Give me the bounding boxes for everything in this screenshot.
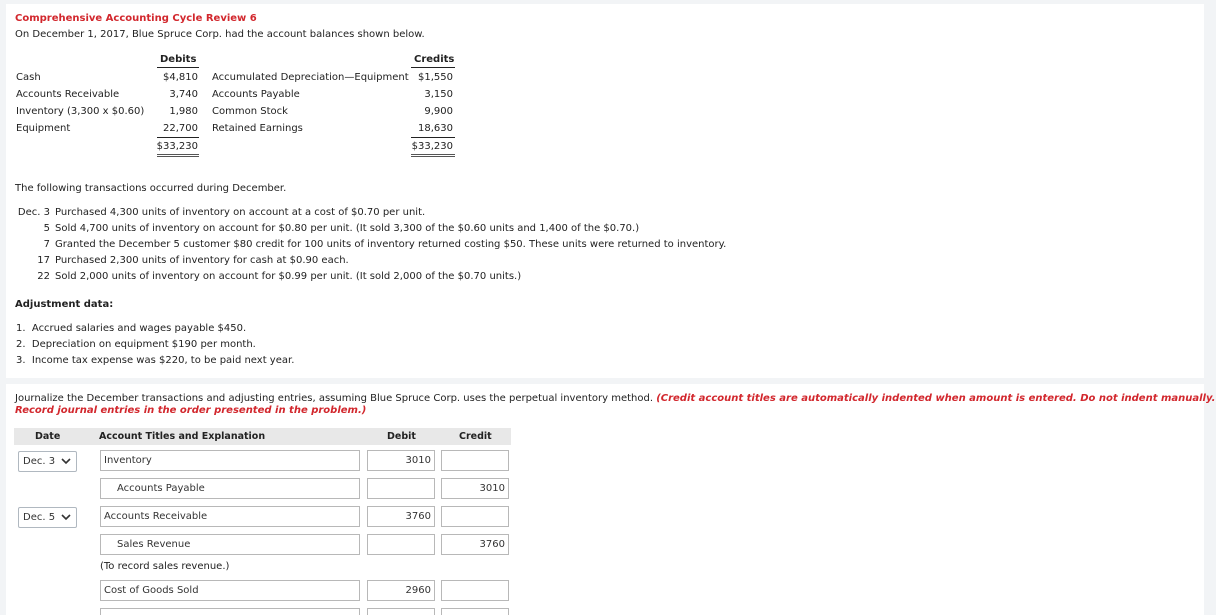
transactions-intro: The following transactions occurred during December. — [15, 183, 287, 194]
chevron-down-icon — [60, 511, 72, 523]
transaction-text: Sold 4,700 units of inventory on account for $0.80 per unit. (It sold 3,300 of the $0.60 units and 1,400 of the $0.70.) — [55, 223, 640, 234]
credit-account: Accounts Payable — [212, 89, 300, 100]
entry-explanation: (To record sales revenue.) — [100, 561, 230, 572]
account-input[interactable]: Accounts Receivable — [100, 506, 360, 527]
instructions-note: (Credit account titles are automatically indented when amount is entered. Do not indent manually. — [656, 393, 1216, 404]
transaction-date: 7 — [43, 239, 50, 250]
credit-input[interactable] — [441, 506, 509, 527]
adjustment-item: 1. Accrued salaries and wages payable $450. — [16, 323, 247, 334]
instructions — [15, 393, 1215, 404]
adjustment-item: 2. Depreciation on equipment $190 per month. — [16, 339, 256, 350]
debits-header-rule — [157, 67, 199, 68]
debit-total-rule — [157, 137, 199, 138]
credit-total-rule — [411, 137, 455, 138]
chevron-down-icon — [60, 455, 72, 467]
debit-input[interactable]: 2960 — [367, 580, 435, 601]
debit-input[interactable] — [367, 534, 435, 555]
date-select[interactable] — [18, 507, 77, 528]
transaction-date: Dec. 3 — [17, 207, 50, 218]
debit-input[interactable]: 3010 — [367, 450, 435, 471]
credit-input[interactable]: 3760 — [441, 534, 509, 555]
credit-amount: 9,900 — [424, 106, 453, 117]
credit-column-header: Credit — [459, 431, 492, 442]
problem-intro: On December 1, 2017, Blue Spruce Corp. had the account balances shown below. — [15, 29, 425, 40]
account-input[interactable]: Sales Revenue — [100, 534, 360, 555]
account-input[interactable]: Cost of Goods Sold — [100, 580, 360, 601]
transaction-text: Purchased 2,300 units of inventory for cash at $0.90 each. — [55, 255, 349, 266]
transaction-date: 17 — [37, 255, 50, 266]
debit-column-header: Debit — [387, 431, 416, 442]
credits-header-rule — [411, 67, 455, 68]
debit-input[interactable] — [367, 478, 435, 499]
account-input[interactable]: Accounts Payable — [100, 478, 360, 499]
credit-amount: $1,550 — [418, 72, 453, 83]
debit-total-double-rule — [157, 154, 199, 155]
credit-input[interactable] — [441, 450, 509, 471]
instructions-note-line2: Record journal entries in the order presented in the problem.) — [15, 405, 367, 416]
adjustments-heading: Adjustment data: — [15, 299, 114, 310]
debit-total: $33,230 — [156, 141, 198, 152]
credit-amount: 18,630 — [418, 123, 453, 134]
debit-account: Inventory (3,300 x $0.60) — [16, 106, 145, 117]
credit-total-double-rule — [411, 156, 455, 157]
debit-account: Equipment — [16, 123, 71, 134]
problem-title: Comprehensive Accounting Cycle Review 6 — [15, 13, 257, 24]
transaction-text: Sold 2,000 units of inventory on account for $0.99 per unit. (It sold 2,000 of the $0.70 units.) — [55, 271, 522, 282]
debit-account: Accounts Receivable — [16, 89, 120, 100]
debits-header: Debits — [160, 54, 197, 65]
journal-header — [14, 428, 511, 445]
transaction-text: Granted the December 5 customer $80 credit for 100 units of inventory returned costing $50. These units were returned to inventory. — [55, 239, 727, 250]
account-column-header: Account Titles and Explanation — [99, 431, 266, 442]
instructions-text: Journalize the December transactions and adjusting entries, assuming Blue Spruce Corp. uses the perpetual inventory method. — [15, 393, 653, 404]
account-input[interactable]: Inventory — [100, 450, 360, 471]
credit-total: $33,230 — [411, 141, 453, 152]
credit-input[interactable]: 3010 — [441, 478, 509, 499]
debit-amount: 22,700 — [163, 123, 198, 134]
transaction-date: 22 — [37, 271, 50, 282]
debit-input[interactable] — [367, 608, 435, 615]
debit-amount: $4,810 — [163, 72, 198, 83]
date-select[interactable] — [18, 451, 77, 472]
credit-amount: 3,150 — [424, 89, 453, 100]
credit-account: Accumulated Depreciation—Equipment — [212, 72, 409, 83]
transaction-text: Purchased 4,300 units of inventory on account at a cost of $0.70 per unit. — [55, 207, 426, 218]
date-column-header: Date — [35, 431, 61, 442]
date-select-value: Dec. 3 — [23, 456, 56, 467]
credit-input[interactable] — [441, 608, 509, 615]
credit-input[interactable] — [441, 580, 509, 601]
account-input[interactable] — [100, 608, 360, 615]
transaction-date: 5 — [43, 223, 50, 234]
debit-total-double-rule — [157, 156, 199, 157]
debit-input[interactable]: 3760 — [367, 506, 435, 527]
debit-amount: 3,740 — [169, 89, 198, 100]
credit-total-double-rule — [411, 154, 455, 155]
credit-account: Retained Earnings — [212, 123, 303, 134]
debit-account: Cash — [16, 72, 41, 83]
date-select-value: Dec. 5 — [23, 512, 56, 523]
credit-account: Common Stock — [212, 106, 288, 117]
adjustment-item: 3. Income tax expense was $220, to be paid next year. — [16, 355, 295, 366]
credits-header: Credits — [414, 54, 455, 65]
debit-amount: 1,980 — [169, 106, 198, 117]
